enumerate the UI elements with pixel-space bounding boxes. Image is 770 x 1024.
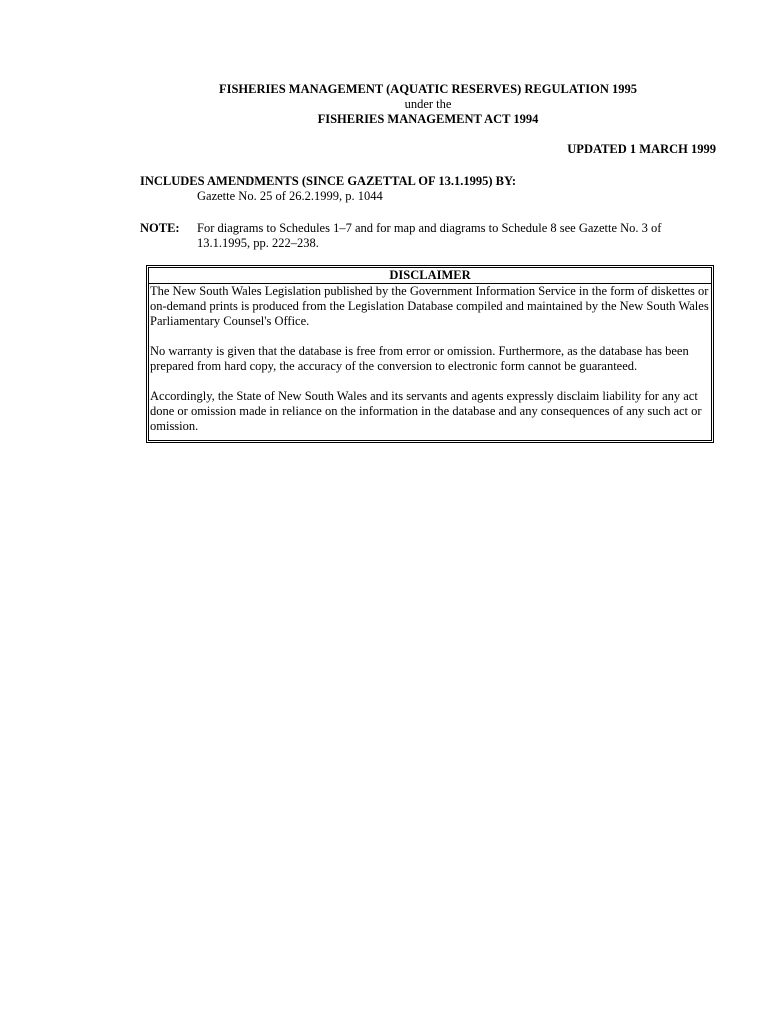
disclaimer-paragraph: Accordingly, the State of New South Wales and its servants and agents expressly disclaim liability for any act done or omission made in reliance on the information in the database and any consequences of any such act or omission. <box>150 389 702 433</box>
disclaimer-title: DISCLAIMER <box>149 268 711 284</box>
disclaimer-box <box>146 265 714 443</box>
document-page <box>140 82 716 443</box>
note-block <box>140 221 716 251</box>
note-label: NOTE: <box>140 221 180 235</box>
disclaimer-paragraph: The New South Wales Legislation published by the Government Information Service in the form of diskettes or on-demand prints is produced from the Legislation Database compiled and maintained by the New South Wales Parliamentary Counsel's Office. <box>150 284 709 328</box>
updated-date: UPDATED 1 MARCH 1999 <box>567 142 716 156</box>
under-the-text: under the <box>404 97 452 111</box>
amendment-item: Gazette No. 25 of 26.2.1999, p. 1044 <box>197 189 383 203</box>
regulation-title: FISHERIES MANAGEMENT (AQUATIC RESERVES) REGULATION 1995 <box>218 82 638 96</box>
note-text: For diagrams to Schedules 1–7 and for map and diagrams to Schedule 8 see Gazette No. 3 of 13.1.1995, pp. 222–238. <box>197 221 662 250</box>
disclaimer-paragraph: No warranty is given that the database is free from error or omission. Furthermore, as the database has been prepared from hard copy, the accuracy of the conversion to electronic form cannot be guaranteed. <box>150 344 689 373</box>
amendments-heading: INCLUDES AMENDMENTS (SINCE GAZETTAL OF 13.1.1995) BY: <box>140 174 516 188</box>
act-title: FISHERIES MANAGEMENT ACT 1994 <box>317 112 539 126</box>
document-header <box>140 82 716 127</box>
